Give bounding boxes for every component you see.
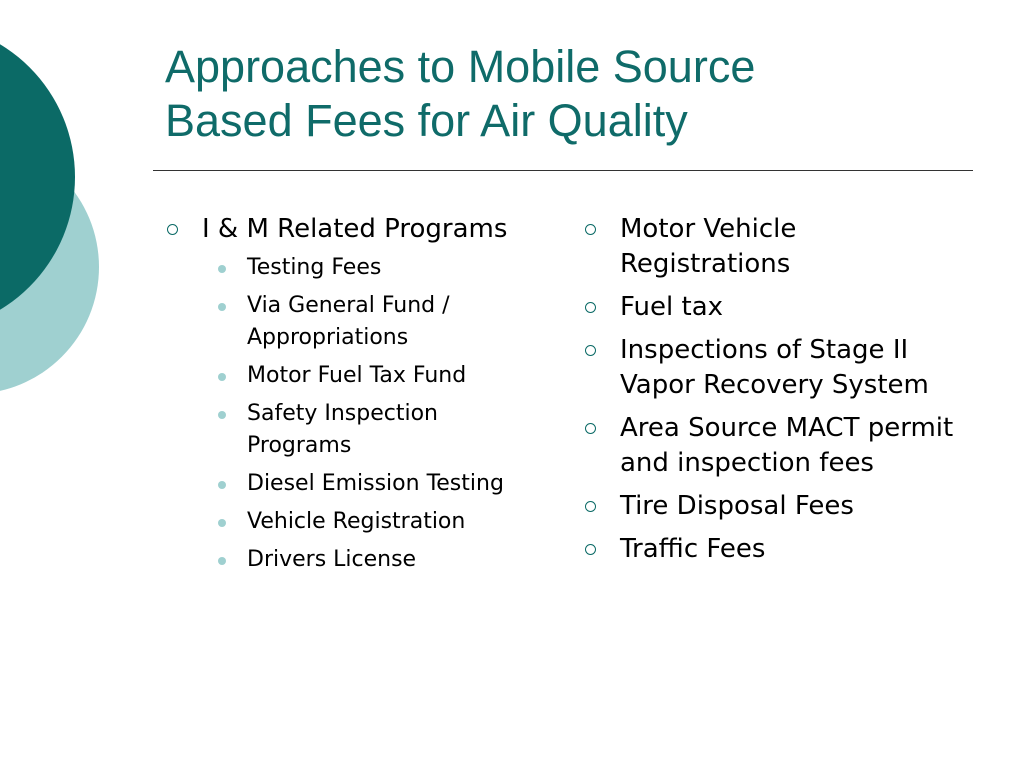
list-item-label: Area Source MACT permit and inspection fees bbox=[620, 413, 954, 478]
list-item-label: Tire Disposal Fees bbox=[620, 491, 854, 521]
slide-title-line-1: Approaches to Mobile Source bbox=[165, 41, 756, 92]
sub-list-item bbox=[202, 468, 545, 500]
list-item-label: I & M Related Programs bbox=[202, 214, 508, 244]
sub-list-item bbox=[202, 506, 545, 538]
sub-list-item-label: Diesel Emission Testing bbox=[247, 471, 504, 496]
left-bullet-list bbox=[165, 212, 545, 584]
list-item-im-programs bbox=[165, 212, 545, 576]
slide-title-line-2: Based Fees for Air Quality bbox=[165, 95, 688, 146]
list-item-label: Fuel tax bbox=[620, 292, 724, 322]
right-bullet-list bbox=[583, 212, 963, 575]
list-item bbox=[583, 532, 963, 567]
list-item-label: Motor Vehicle Registrations bbox=[620, 214, 797, 279]
ring-bullet-icon bbox=[167, 224, 178, 235]
list-item bbox=[583, 411, 963, 481]
sub-list-item-label: Vehicle Registration bbox=[247, 509, 466, 534]
sub-list-item bbox=[202, 360, 545, 392]
list-item bbox=[583, 212, 963, 282]
ring-bullet-icon bbox=[585, 224, 596, 235]
dot-bullet-icon bbox=[218, 373, 226, 381]
dot-bullet-icon bbox=[218, 303, 226, 311]
slide-title bbox=[165, 40, 985, 148]
dot-bullet-icon bbox=[218, 557, 226, 565]
dot-bullet-icon bbox=[218, 519, 226, 527]
dot-bullet-icon bbox=[218, 411, 226, 419]
sub-list-item bbox=[202, 290, 545, 354]
sub-list-item-label: Motor Fuel Tax Fund bbox=[247, 363, 467, 388]
list-item-label: Traffic Fees bbox=[620, 534, 766, 564]
ring-bullet-icon bbox=[585, 423, 596, 434]
sub-list-item-label: Drivers License bbox=[247, 547, 417, 572]
dot-bullet-icon bbox=[218, 265, 226, 273]
list-item bbox=[583, 290, 963, 325]
ring-bullet-icon bbox=[585, 345, 596, 356]
ring-bullet-icon bbox=[585, 501, 596, 512]
sub-list-item bbox=[202, 398, 545, 462]
sub-list-item bbox=[202, 252, 545, 284]
list-item bbox=[583, 489, 963, 524]
sub-list-item-label: Testing Fees bbox=[247, 255, 382, 280]
list-item bbox=[583, 333, 963, 403]
list-item-label: Inspections of Stage II Vapor Recovery System bbox=[620, 335, 929, 400]
title-divider bbox=[153, 170, 973, 171]
sub-bullet-list bbox=[202, 252, 545, 576]
sub-list-item bbox=[202, 544, 545, 576]
ring-bullet-icon bbox=[585, 544, 596, 555]
dot-bullet-icon bbox=[218, 481, 226, 489]
ring-bullet-icon bbox=[585, 302, 596, 313]
sub-list-item-label: Safety Inspection Programs bbox=[247, 401, 438, 458]
sub-list-item-label: Via General Fund / Appropriations bbox=[247, 293, 450, 350]
